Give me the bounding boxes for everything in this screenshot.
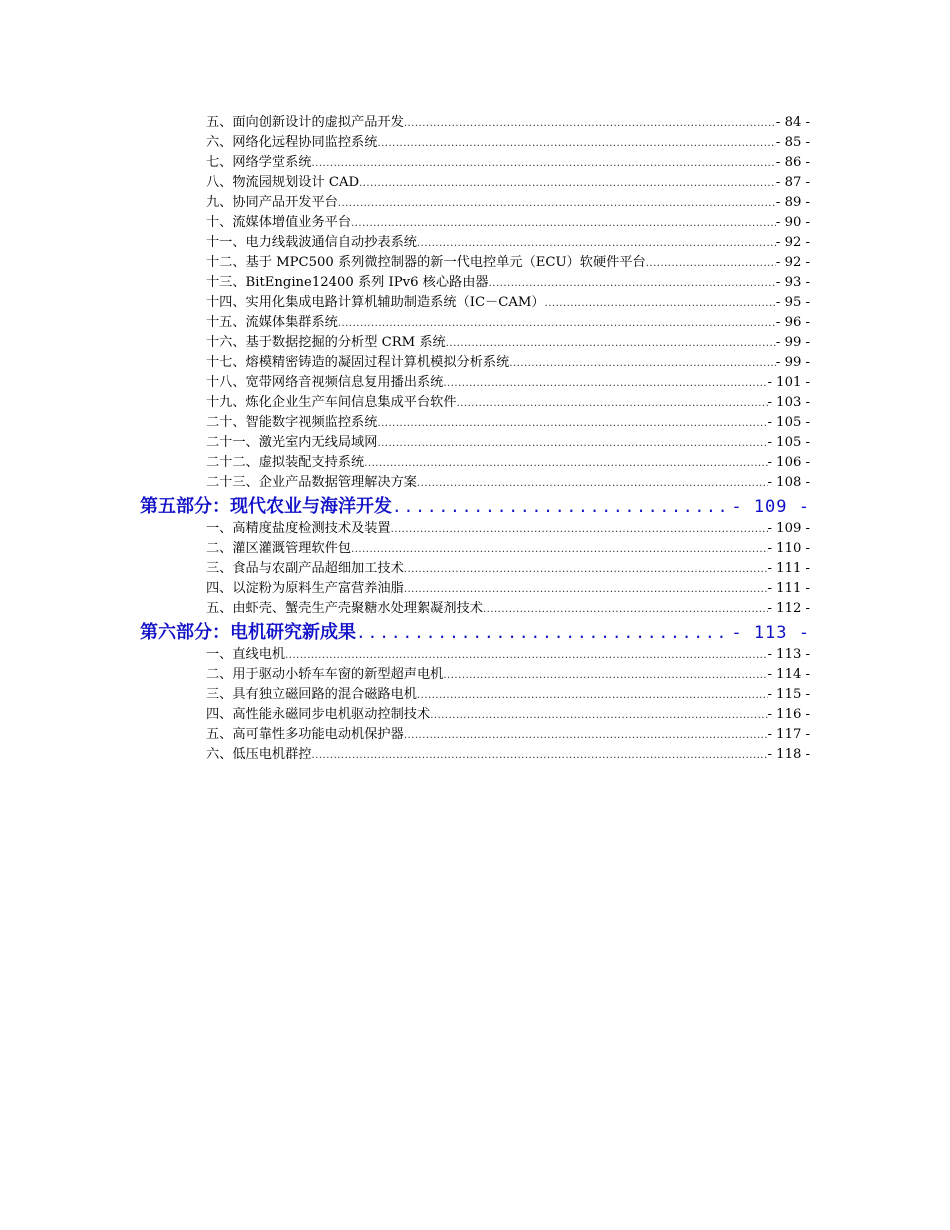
- toc-entry-title: 十六、基于数据挖掘的分析型 CRM 系统: [206, 335, 446, 350]
- dot-leader: [351, 214, 776, 233]
- toc-entry-title: 四、以淀粉为原料生产富营养油脂: [206, 581, 404, 596]
- toc-entry[interactable]: [206, 333, 810, 353]
- dot-leader: [443, 666, 767, 685]
- toc-entry-page: - 85 -: [775, 135, 810, 150]
- dot-leader: [443, 374, 767, 393]
- toc-entry[interactable]: [206, 273, 810, 293]
- toc-entry-page: - 116 -: [767, 707, 810, 722]
- toc-entry-title: 五、面向创新设计的虚拟产品开发: [206, 115, 404, 130]
- toc-entry-title: 十一、电力线载波通信自动抄表系统: [206, 235, 417, 250]
- toc-entry-title: 六、网络化远程协同监控系统: [206, 135, 378, 150]
- toc-entry[interactable]: [206, 253, 810, 273]
- toc-entry-title: 六、低压电机群控: [206, 747, 312, 762]
- toc-entry-title: 九、协同产品开发平台: [206, 195, 338, 210]
- dot-leader: [312, 154, 776, 173]
- toc-entry-title: 二、用于驱动小轿车车窗的新型超声电机: [206, 667, 444, 682]
- toc-entry-page: - 99 -: [775, 355, 810, 370]
- toc-entry[interactable]: [206, 133, 810, 153]
- dot-leader: [417, 234, 776, 253]
- toc-entry-page: - 112 -: [767, 601, 810, 616]
- toc-entry-page: - 95 -: [775, 295, 810, 310]
- toc-entry-page: - 99 -: [775, 335, 810, 350]
- toc-group-part5: [0, 519, 950, 619]
- toc-entry-page: - 113 -: [767, 647, 810, 662]
- toc-entry-title: 三、食品与农副产品超细加工技术: [206, 561, 404, 576]
- toc-entry-title: 三、具有独立磁回路的混合磁路电机: [206, 687, 417, 702]
- toc-entry-title: 二十、智能数字视频监控系统: [206, 415, 378, 430]
- toc-entry-title: 十二、基于 MPC500 系列微控制器的新一代电控单元（ECU）软硬件平台: [206, 255, 646, 270]
- toc-entry-title: 七、网络学堂系统: [206, 155, 312, 170]
- toc-entry-title: 二十二、虚拟装配支持系统: [206, 455, 365, 470]
- toc-entry[interactable]: [206, 153, 810, 173]
- toc-entry-page: - 105 -: [767, 435, 810, 450]
- toc-entry[interactable]: [206, 213, 810, 233]
- toc-entry-page: - 118 -: [767, 747, 810, 762]
- toc-entry[interactable]: [206, 413, 810, 433]
- dot-leader: [404, 560, 768, 579]
- toc-entry-page: - 103 -: [767, 395, 810, 410]
- toc-entry-page: - 96 -: [775, 315, 810, 330]
- toc-section-heading[interactable]: [140, 494, 810, 519]
- toc-entry-page: - 90 -: [775, 215, 810, 230]
- dot-leader: [377, 134, 775, 153]
- toc-entry[interactable]: [206, 685, 810, 705]
- dot-leader: [646, 254, 776, 273]
- toc-entry-page: - 117 -: [767, 727, 810, 742]
- toc-entry[interactable]: [206, 233, 810, 253]
- toc-entry-title: 十三、BitEngine12400 系列 IPv6 核心路由器: [206, 275, 489, 290]
- toc-entry-title: 五、由虾壳、蟹壳生产壳聚糖水处理絮凝剂技术: [206, 601, 483, 616]
- dot-leader: [356, 620, 731, 645]
- toc-entry[interactable]: [206, 453, 810, 473]
- toc-entry[interactable]: [206, 599, 810, 619]
- dot-leader: [404, 580, 768, 599]
- toc-entry[interactable]: [206, 539, 810, 559]
- toc-entry-page: - 101 -: [767, 375, 810, 390]
- toc-entry[interactable]: [206, 173, 810, 193]
- toc-entry-title: 十九、炼化企业生产车间信息集成平台软件: [206, 395, 457, 410]
- toc-entry-page: - 111 -: [767, 561, 810, 576]
- toc-entry-page: - 108 -: [767, 475, 810, 490]
- toc-entry[interactable]: [206, 725, 810, 745]
- toc-entry-page: - 106 -: [767, 455, 810, 470]
- toc-entry-title: 五、高可靠性多功能电动机保护器: [206, 727, 404, 742]
- toc-entry-title: 二十三、企业产品数据管理解决方案: [206, 475, 417, 490]
- toc-entry[interactable]: [206, 313, 810, 333]
- toc-entry[interactable]: [206, 645, 810, 665]
- toc-entry-page: - 109 -: [767, 521, 810, 536]
- toc-entry[interactable]: [206, 705, 810, 725]
- dot-leader: [489, 274, 776, 293]
- dot-leader: [312, 746, 768, 765]
- toc-entry-page: - 111 -: [767, 581, 810, 596]
- toc-entry-title: 八、物流园规划设计 CAD: [206, 175, 360, 190]
- toc-entry[interactable]: [206, 559, 810, 579]
- dot-leader: [351, 540, 767, 559]
- toc-group-part6: [0, 645, 950, 765]
- section-title: 第五部分：现代农业与海洋开发: [140, 496, 392, 517]
- toc-entry[interactable]: [206, 519, 810, 539]
- dot-leader: [338, 314, 776, 333]
- toc-entry[interactable]: [206, 473, 810, 493]
- toc-group-part4: [0, 113, 950, 493]
- toc-entry-title: 四、高性能永磁同步电机驱动控制技术: [206, 707, 431, 722]
- dot-leader: [457, 394, 768, 413]
- dot-leader: [404, 114, 776, 133]
- toc-entry[interactable]: [206, 353, 810, 373]
- dot-leader: [509, 354, 776, 373]
- toc-section-heading[interactable]: [140, 620, 810, 645]
- toc-entry[interactable]: [206, 745, 810, 765]
- toc-entry[interactable]: [206, 113, 810, 133]
- toc-entry[interactable]: [206, 193, 810, 213]
- toc-entry-page: - 89 -: [775, 195, 810, 210]
- toc-entry-page: - 84 -: [775, 115, 810, 130]
- toc-entry-title: 二十一、激光室内无线局域网: [206, 435, 378, 450]
- dot-leader: [285, 646, 767, 665]
- dot-leader: [417, 686, 768, 705]
- toc-entry[interactable]: [206, 293, 810, 313]
- toc-entry-title: 十七、熔模精密铸造的凝固过程计算机模拟分析系统: [206, 355, 510, 370]
- toc-entry-title: 十四、实用化集成电路计算机辅助制造系统（IC－CAM）: [206, 295, 545, 310]
- toc-entry[interactable]: [206, 373, 810, 393]
- toc-entry-title: 一、直线电机: [206, 647, 286, 662]
- dot-leader: [391, 520, 768, 539]
- toc-entry-page: - 87 -: [775, 175, 810, 190]
- toc-entry-title: 十、流媒体增值业务平台: [206, 215, 352, 230]
- toc-entry[interactable]: [206, 579, 810, 599]
- dot-leader: [377, 414, 767, 433]
- toc-entry-page: - 105 -: [767, 415, 810, 430]
- dot-leader: [364, 454, 767, 473]
- dot-leader: [446, 334, 776, 353]
- dot-leader: [417, 474, 768, 493]
- toc-entry-title: 二、灌区灌溉管理软件包: [206, 541, 352, 556]
- toc-entry-title: 十五、流媒体集群系统: [206, 315, 338, 330]
- toc-entry-title: 十八、宽带网络音视频信息复用播出系统: [206, 375, 444, 390]
- dot-leader: [404, 726, 768, 745]
- dot-leader: [392, 494, 731, 519]
- toc-entry-title: 一、高精度盐度检测技术及装置: [206, 521, 391, 536]
- toc-entry-page: - 86 -: [775, 155, 810, 170]
- dot-leader: [359, 174, 776, 193]
- toc-entry-page: - 92 -: [775, 235, 810, 250]
- dot-leader: [377, 434, 767, 453]
- toc-entry[interactable]: [206, 393, 810, 413]
- dot-leader: [483, 600, 768, 619]
- table-of-contents: [0, 113, 950, 765]
- toc-entry-page: - 110 -: [767, 541, 810, 556]
- section-page: - 113 -: [731, 623, 810, 643]
- section-title: 第六部分：电机研究新成果: [140, 622, 356, 643]
- toc-entry[interactable]: [206, 433, 810, 453]
- toc-entry[interactable]: [206, 665, 810, 685]
- toc-entry-page: - 93 -: [775, 275, 810, 290]
- toc-entry-page: - 92 -: [775, 255, 810, 270]
- toc-entry-page: - 115 -: [767, 687, 810, 702]
- dot-leader: [338, 194, 776, 213]
- toc-entry-page: - 114 -: [767, 667, 810, 682]
- section-page: - 109 -: [731, 497, 810, 517]
- dot-leader: [545, 294, 776, 313]
- dot-leader: [430, 706, 767, 725]
